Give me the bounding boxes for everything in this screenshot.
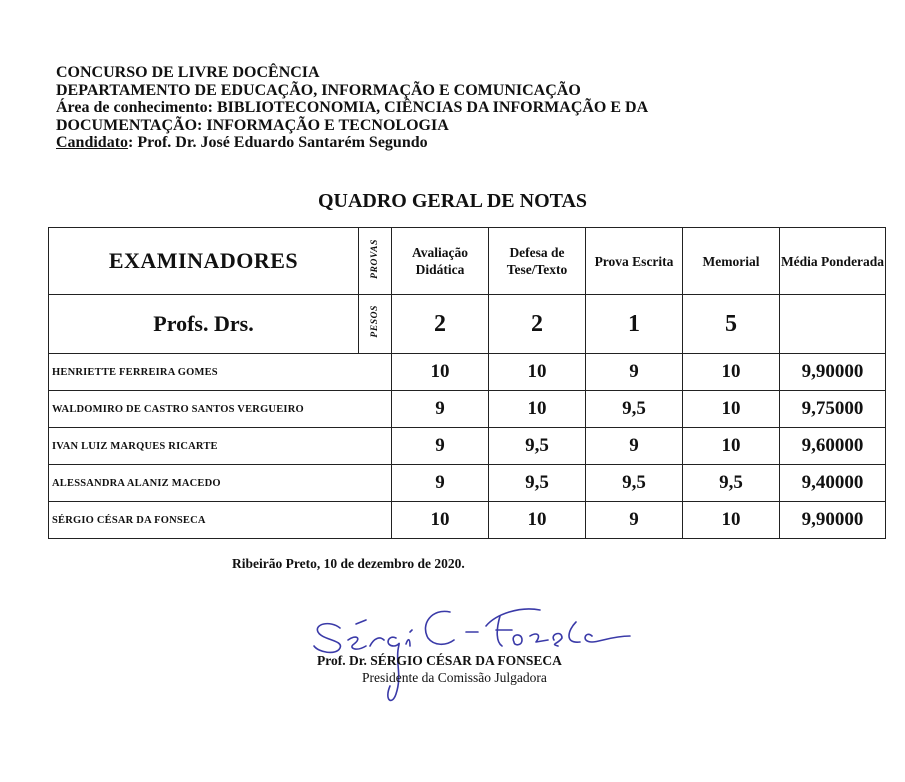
score-cell: 9 [586, 354, 683, 391]
weight-cell: 5 [683, 295, 780, 354]
average-cell: 9,90000 [780, 502, 886, 539]
candidate-name: : Prof. Dr. José Eduardo Santarém Segundo [128, 134, 428, 151]
document-header [56, 64, 648, 152]
pesos-cell [359, 295, 392, 354]
examiner-name: WALDOMIRO DE CASTRO SANTOS VERGUEIRO [49, 391, 392, 428]
candidate-label: Candidato [56, 134, 129, 151]
profs-label: Profs. Drs. [49, 295, 359, 354]
provas-cell [359, 228, 392, 295]
score-cell: 10 [489, 354, 586, 391]
score-cell: 10 [392, 354, 489, 391]
score-cell: 9,5 [586, 465, 683, 502]
table-row [49, 502, 886, 539]
score-cell: 9,5 [489, 428, 586, 465]
weights-row [49, 295, 886, 354]
provas-label: PROVAS [370, 238, 380, 279]
handwritten-signature [300, 590, 660, 710]
score-cell: 9 [586, 428, 683, 465]
table-row [49, 391, 886, 428]
signatory-role: Presidente da Comissão Julgadora [362, 670, 547, 685]
column-header-memorial: Memorial [683, 228, 780, 295]
score-cell: 9 [392, 428, 489, 465]
score-cell: 9,5 [683, 465, 780, 502]
table-row [49, 354, 886, 391]
table-title: QUADRO GERAL DE NOTAS [317, 190, 588, 212]
column-header-prova-escrita: Prova Escrita [586, 228, 683, 295]
weight-cell: 1 [586, 295, 683, 354]
average-cell: 9,75000 [780, 391, 886, 428]
score-cell: 10 [683, 391, 780, 428]
knowledge-area-line1: Área de conhecimento: BIBLIOTECONOMIA, CIÊNCIAS DA INFORMAÇÃO E DA [56, 99, 649, 116]
score-cell: 10 [392, 502, 489, 539]
weight-cell: 2 [392, 295, 489, 354]
contest-title: CONCURSO DE LIVRE DOCÊNCIA [56, 64, 320, 81]
weight-cell-empty [780, 295, 886, 354]
examiner-name: IVAN LUIZ MARQUES RICARTE [49, 428, 392, 465]
score-cell: 10 [489, 502, 586, 539]
examiners-header: EXAMINADORES [49, 228, 359, 295]
score-cell: 9,5 [489, 465, 586, 502]
column-header-defesa: Defesa de Tese/Texto [489, 228, 586, 295]
table-row [49, 465, 886, 502]
score-cell: 9 [392, 465, 489, 502]
score-cell: 10 [683, 354, 780, 391]
column-header-avaliacao: Avaliação Didática [392, 228, 489, 295]
score-cell: 10 [489, 391, 586, 428]
examiner-name: HENRIETTE FERREIRA GOMES [49, 354, 392, 391]
examiner-name: ALESSANDRA ALANIZ MACEDO [49, 465, 392, 502]
score-cell: 9 [586, 502, 683, 539]
average-cell: 9,40000 [780, 465, 886, 502]
knowledge-area-line2: DOCUMENTAÇÃO: INFORMAÇÃO E TECNOLOGIA [56, 116, 449, 134]
score-cell: 9,5 [586, 391, 683, 428]
grades-table [48, 227, 886, 539]
average-cell: 9,60000 [780, 428, 886, 465]
score-cell: 10 [683, 502, 780, 539]
signatory-name: Prof. Dr. SÉRGIO CÉSAR DA FONSECA [317, 653, 562, 668]
average-cell: 9,90000 [780, 354, 886, 391]
table-row [49, 428, 886, 465]
score-cell: 9 [392, 391, 489, 428]
column-header-media: Média Ponderada [780, 228, 886, 295]
department-name: DEPARTAMENTO DE EDUCAÇÃO, INFORMAÇÃO E COMUNICAÇÃO [56, 81, 581, 99]
weight-cell: 2 [489, 295, 586, 354]
header-row [49, 228, 886, 295]
pesos-label: PESOS [370, 305, 380, 338]
place-and-date: Ribeirão Preto, 10 de dezembro de 2020. [232, 556, 465, 571]
candidate-line [56, 134, 648, 152]
score-cell: 10 [683, 428, 780, 465]
examiner-name: SÉRGIO CÉSAR DA FONSECA [49, 502, 392, 539]
